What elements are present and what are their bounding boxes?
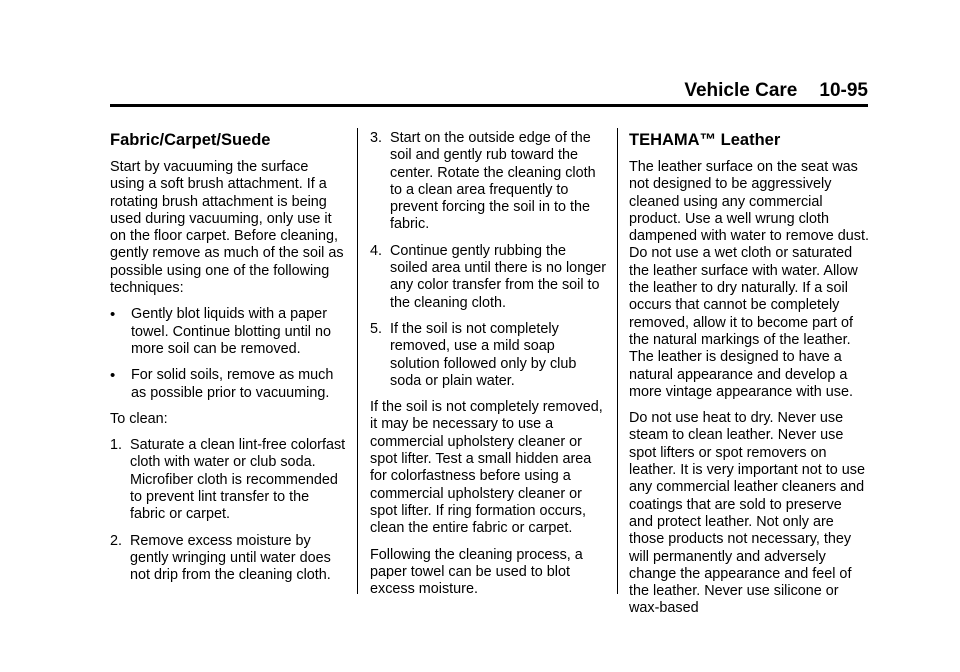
body-paragraph: Do not use heat to dry. Never use steam to clean leather. Never use spot lifters or spot removers on leather. It is very important not to use any commercial leather cleaners and coatings that are sold to preserve and protect leather. Not only are those products not necessary, they will permanently and adversely change the appearance and feel of the leather. Never use silicone or wax-based [629,410,865,617]
step-number: 2. [110,532,123,549]
step-text: Start on the outside edge of the soil and gently rub toward the center. Rotate the cleaning cloth to a clean area frequently to prevent forcing the soil in to the fabric. [390,130,596,233]
list-item [110,533,346,585]
column-3 [629,130,869,627]
list-item [110,306,346,358]
list-item [370,321,606,390]
step-number: 1. [110,437,123,454]
column-divider [617,128,618,594]
list-item [370,243,606,312]
list-item [110,437,346,523]
running-header [684,80,868,102]
bullet-text: Gently blot liquids with a paper towel. Continue blotting until no more soil can be removed. [131,306,332,357]
column-2 [370,130,606,607]
step-text: Remove excess moisture by gently wringing until water does not drip from the cleaning cloth. [130,532,331,584]
step-number: 5. [370,320,383,337]
list-item [110,367,346,402]
page-header [110,78,868,107]
step-text: If the soil is not completely removed, use a mild soap solution followed only by club soda or plain water. [390,320,577,389]
bullet-icon: • [110,367,116,385]
section-title: Vehicle Care [684,80,798,101]
body-paragraph: Following the cleaning process, a paper towel can be used to blot excess moisture. [370,546,583,598]
intro-paragraph: Start by vacuuming the surface using a soft brush attachment. If a rotating brush attachment is being used during vacuuming, only use it on the floor carpet. Before cleaning, gently remove as much of the soil as possible using one of the following techniques: [110,159,344,297]
body-paragraph: If the soil is not completely removed, it may be necessary to use a commercial upholstery cleaner or spot lifter. Test a small hidden area for colorfastness before using a commercial upholstery cleaner or spot lifter. If ring formation occurs, clean the entire fabric or carpet. [370,399,603,537]
step-number: 4. [370,242,383,259]
section-heading-fabric: Fabric/Carpet/Suede [110,131,271,149]
step-text: Continue gently rubbing the soiled area until there is no longer any color transfer from the soil to the cleaning cloth. [390,242,606,311]
step-text: Saturate a clean lint-free colorfast cloth with water or club soda. Microfiber cloth is recommended to prevent lint transfer to the fabric or carpet. [130,437,346,523]
list-item [370,130,606,234]
page-number: 10-95 [819,80,868,101]
step-number: 3. [370,130,383,146]
bullet-text: For solid soils, remove as much as possible prior to vacuuming. [131,367,334,401]
column-divider [357,128,358,594]
column-1 [110,130,346,594]
bullet-icon: • [110,306,116,324]
section-heading-leather: TEHAMA™ Leather [629,131,781,149]
body-paragraph: The leather surface on the seat was not designed to be aggressively cleaned using any commercial product. Use a well wrung cloth dampened with water to remove dust. Do not use a wet cloth or saturated the leather surface with water. Allow the leather to dry naturally. If a soil occurs that cannot be completely removed, allow it to become part of the natural markings of the leather. The leather is designed to have a natural appearance and develop a more vintage appearance with use. [629,159,869,400]
to-clean-label: To clean: [110,410,168,427]
